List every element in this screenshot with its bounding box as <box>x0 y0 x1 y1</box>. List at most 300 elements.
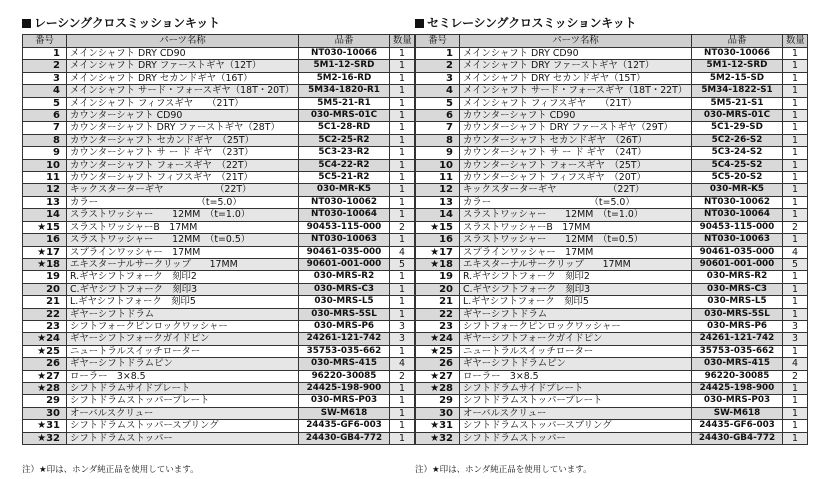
table-row <box>23 209 415 221</box>
part-name: スラストワッシャー 12MM （t=0.5） <box>460 234 692 246</box>
part-name: シフトフォークピンロックワッシャー <box>67 320 299 332</box>
part-number: 5M2-15-SD <box>692 72 783 84</box>
row-number: ★31 <box>23 420 67 432</box>
row-number: 30 <box>23 407 67 419</box>
table-row <box>416 407 808 419</box>
part-name: シフトドラムストッパープレート <box>67 395 299 407</box>
semi-racing-kit-title <box>415 14 807 32</box>
square-bullet-icon <box>22 19 31 28</box>
part-name: L.ギヤシフトフォーク 刻印5 <box>460 296 692 308</box>
table-row <box>416 345 808 357</box>
quantity: 1 <box>390 308 415 320</box>
semi-racing-kit-title-text: セミレーシングクロスミッションキット <box>427 16 637 30</box>
part-name: スラストワッシャーB 17MM <box>67 221 299 233</box>
part-number: 96220-30085 <box>299 370 390 382</box>
row-number: 9 <box>416 147 460 159</box>
quantity: 1 <box>390 407 415 419</box>
part-name: カウンターシャフト サ ー ド ギヤ （23T） <box>67 147 299 159</box>
row-number: ★25 <box>23 345 67 357</box>
table-row <box>416 258 808 270</box>
quantity: 1 <box>783 395 808 407</box>
part-name: ギヤーシフトドラム <box>67 308 299 320</box>
part-name: カウンターシャフト CD90 <box>67 110 299 122</box>
racing-kit-panel <box>22 14 414 445</box>
part-number: 5C4-22-R2 <box>299 159 390 171</box>
row-number: 16 <box>23 234 67 246</box>
row-number: 5 <box>416 97 460 109</box>
part-number: 90601-001-000 <box>692 258 783 270</box>
part-name: カウンターシャフト DRY ファーストギヤ（28T） <box>67 122 299 134</box>
quantity: 3 <box>783 333 808 345</box>
part-name: シフトドラムストッパースプリング <box>67 420 299 432</box>
table-row <box>23 271 415 283</box>
table-row <box>416 333 808 345</box>
part-number: NT030-10066 <box>299 48 390 60</box>
table-row <box>23 296 415 308</box>
part-name: カラー （t=5.0） <box>67 196 299 208</box>
table-row <box>416 320 808 332</box>
part-number: 030-MRS-L5 <box>299 296 390 308</box>
table-row <box>23 283 415 295</box>
part-name: スプラインワッシャー 17MM <box>67 246 299 258</box>
row-number: 30 <box>416 407 460 419</box>
part-name: メインシャフト フィフスギヤ （21T） <box>460 97 692 109</box>
table-row <box>23 432 415 444</box>
row-number: 3 <box>416 72 460 84</box>
table-row <box>416 432 808 444</box>
table-row <box>416 122 808 134</box>
part-number: NT030-10064 <box>299 209 390 221</box>
part-name: キックスターターギヤ （22T） <box>67 184 299 196</box>
row-number: ★18 <box>23 258 67 270</box>
row-number: 13 <box>416 196 460 208</box>
part-number: 5C3-23-R2 <box>299 147 390 159</box>
row-number: 2 <box>416 60 460 72</box>
row-number: 23 <box>416 320 460 332</box>
row-number: 29 <box>23 395 67 407</box>
quantity: 1 <box>783 48 808 60</box>
table-row <box>23 196 415 208</box>
part-number: 5M2-16-RD <box>299 72 390 84</box>
part-number: NT030-10066 <box>692 48 783 60</box>
part-number: 030-MRS-P6 <box>299 320 390 332</box>
part-number: 5C1-29-SD <box>692 122 783 134</box>
part-number: 90601-001-000 <box>299 258 390 270</box>
part-name: R.ギヤシフトフォーク 刻印2 <box>460 271 692 283</box>
part-number: 030-MRS-C3 <box>692 283 783 295</box>
row-number: 22 <box>416 308 460 320</box>
row-number: 19 <box>23 271 67 283</box>
part-name: エキスターナルサークリップ 17MM <box>67 258 299 270</box>
quantity: 1 <box>390 234 415 246</box>
racing-kit-title <box>22 14 414 32</box>
table-row <box>23 48 415 60</box>
part-number: 030-MRS-01C <box>692 110 783 122</box>
table-row <box>416 221 808 233</box>
part-name: シフトドラムストッパープレート <box>460 395 692 407</box>
table-header-row <box>23 35 415 48</box>
row-number: 4 <box>23 85 67 97</box>
row-number: 16 <box>416 234 460 246</box>
quantity: 1 <box>390 97 415 109</box>
part-name: メインシャフト DRY CD90 <box>67 48 299 60</box>
row-number: ★17 <box>23 246 67 258</box>
table-row <box>23 184 415 196</box>
part-number: 030-MR-K5 <box>299 184 390 196</box>
part-name: カウンターシャフト DRY ファーストギヤ（29T） <box>460 122 692 134</box>
part-name: ローラー 3×8.5 <box>460 370 692 382</box>
part-number: 5M34-1820-R1 <box>299 85 390 97</box>
table-row <box>416 308 808 320</box>
table-row <box>23 97 415 109</box>
row-number: ★28 <box>23 382 67 394</box>
part-name: カウンターシャフト フィフスギヤ （20T） <box>460 172 692 184</box>
quantity: 1 <box>390 48 415 60</box>
part-number: NT030-10063 <box>299 234 390 246</box>
table-row <box>416 420 808 432</box>
quantity: 1 <box>783 172 808 184</box>
quantity: 1 <box>390 395 415 407</box>
part-number: 24261-121-742 <box>299 333 390 345</box>
part-name: メインシャフト DRY CD90 <box>460 48 692 60</box>
part-name: メインシャフト DRY ファーストギヤ（12T） <box>460 60 692 72</box>
quantity: 1 <box>390 209 415 221</box>
part-name: ニュートラルスイッチローター <box>460 345 692 357</box>
part-name: ローラー 3×8.5 <box>67 370 299 382</box>
row-number: ★24 <box>23 333 67 345</box>
row-number: ★15 <box>23 221 67 233</box>
table-row <box>416 234 808 246</box>
quantity: 2 <box>783 221 808 233</box>
table-row <box>416 60 808 72</box>
part-name: カウンターシャフト セカンドギヤ （25T） <box>67 134 299 146</box>
quantity: 4 <box>783 358 808 370</box>
quantity: 1 <box>783 97 808 109</box>
row-number: 3 <box>23 72 67 84</box>
row-number: 14 <box>23 209 67 221</box>
row-number: 22 <box>23 308 67 320</box>
quantity: 1 <box>390 296 415 308</box>
table-row <box>23 320 415 332</box>
part-name: メインシャフト サード・フォースギヤ（18T・22T） <box>460 85 692 97</box>
part-name: カウンターシャフト フォースギヤ （22T） <box>67 159 299 171</box>
part-number: 030-MRS-415 <box>299 358 390 370</box>
quantity: 1 <box>783 196 808 208</box>
row-number: 21 <box>416 296 460 308</box>
part-number: 5C5-20-S2 <box>692 172 783 184</box>
quantity: 1 <box>390 283 415 295</box>
part-number: 030-MRS-01C <box>299 110 390 122</box>
row-number: ★32 <box>416 432 460 444</box>
part-number: 90453-115-000 <box>692 221 783 233</box>
row-number: ★15 <box>416 221 460 233</box>
part-number: 24435-GF6-003 <box>299 420 390 432</box>
quantity: 1 <box>783 345 808 357</box>
part-number: 030-MRS-R2 <box>299 271 390 283</box>
quantity: 1 <box>390 172 415 184</box>
quantity: 2 <box>783 370 808 382</box>
row-number: 26 <box>23 358 67 370</box>
quantity: 1 <box>390 432 415 444</box>
semi-racing-kit-table <box>415 34 808 445</box>
part-name: メインシャフト DRY セカンドギヤ（15T） <box>460 72 692 84</box>
row-number: 6 <box>416 110 460 122</box>
quantity: 1 <box>783 382 808 394</box>
part-number: 030-MRS-5SL <box>299 308 390 320</box>
quantity: 1 <box>390 110 415 122</box>
part-number: 030-MRS-C3 <box>299 283 390 295</box>
part-name: スラストワッシャーB 17MM <box>460 221 692 233</box>
header-number: 番号 <box>416 35 460 48</box>
part-name: カウンターシャフト セカンドギヤ （26T） <box>460 134 692 146</box>
part-number: 35753-035-662 <box>299 345 390 357</box>
part-number: 24435-GF6-003 <box>692 420 783 432</box>
part-number: 24261-121-742 <box>692 333 783 345</box>
row-number: 12 <box>23 184 67 196</box>
table-row <box>416 134 808 146</box>
row-number: ★28 <box>416 382 460 394</box>
part-number: 5M5-21-S1 <box>692 97 783 109</box>
quantity: 1 <box>390 122 415 134</box>
table-row <box>23 358 415 370</box>
header-quantity: 数量 <box>390 35 415 48</box>
quantity: 4 <box>783 246 808 258</box>
table-row <box>416 283 808 295</box>
table-row <box>416 246 808 258</box>
table-row <box>416 48 808 60</box>
table-row <box>23 147 415 159</box>
quantity: 1 <box>390 382 415 394</box>
header-part-name: パーツ名称 <box>460 35 692 48</box>
part-number: 030-MR-K5 <box>692 184 783 196</box>
table-row <box>416 159 808 171</box>
part-number: 030-MRS-P03 <box>692 395 783 407</box>
table-row <box>23 407 415 419</box>
header-number: 番号 <box>23 35 67 48</box>
header-part-name: パーツ名称 <box>67 35 299 48</box>
row-number: 7 <box>416 122 460 134</box>
part-name: カラー （t=5.0） <box>460 196 692 208</box>
part-number: SW-M618 <box>299 407 390 419</box>
part-number: 90461-035-000 <box>692 246 783 258</box>
quantity: 1 <box>783 122 808 134</box>
quantity: 1 <box>783 60 808 72</box>
part-number: NT030-10063 <box>692 234 783 246</box>
row-number: 20 <box>23 283 67 295</box>
table-row <box>416 196 808 208</box>
row-number: 1 <box>416 48 460 60</box>
quantity: 3 <box>390 333 415 345</box>
quantity: 1 <box>390 184 415 196</box>
part-number: 24425-198-900 <box>692 382 783 394</box>
row-number: 21 <box>23 296 67 308</box>
row-number: 4 <box>416 85 460 97</box>
row-number: ★24 <box>416 333 460 345</box>
quantity: 1 <box>390 271 415 283</box>
header-part-number: 品番 <box>299 35 390 48</box>
table-row <box>23 60 415 72</box>
part-name: シフトフォークピンロックワッシャー <box>460 320 692 332</box>
footnote-right: 注）★印は、ホンダ純正品を使用しています。 <box>415 465 592 475</box>
quantity: 2 <box>390 221 415 233</box>
table-row <box>23 345 415 357</box>
quantity: 1 <box>783 407 808 419</box>
quantity: 1 <box>783 234 808 246</box>
row-number: 1 <box>23 48 67 60</box>
quantity: 1 <box>390 345 415 357</box>
quantity: 1 <box>783 72 808 84</box>
table-row <box>416 395 808 407</box>
table-row <box>416 110 808 122</box>
part-number: 030-MRS-P03 <box>299 395 390 407</box>
table-row <box>416 147 808 159</box>
part-number: 5C1-28-RD <box>299 122 390 134</box>
row-number: ★31 <box>416 420 460 432</box>
table-row <box>23 221 415 233</box>
table-row <box>416 85 808 97</box>
header-quantity: 数量 <box>783 35 808 48</box>
part-number: 030-MRS-P6 <box>692 320 783 332</box>
quantity: 1 <box>783 420 808 432</box>
quantity: 1 <box>390 420 415 432</box>
square-bullet-icon <box>415 19 424 28</box>
quantity: 1 <box>390 85 415 97</box>
part-name: カウンターシャフト サ ー ド ギヤ （24T） <box>460 147 692 159</box>
part-number: 5M5-21-R1 <box>299 97 390 109</box>
part-name: ギヤーシフトドラムピン <box>460 358 692 370</box>
table-header-row <box>416 35 808 48</box>
quantity: 1 <box>783 85 808 97</box>
row-number: 8 <box>416 134 460 146</box>
quantity: 1 <box>390 196 415 208</box>
quantity: 3 <box>390 320 415 332</box>
table-row <box>23 85 415 97</box>
table-row <box>23 159 415 171</box>
part-number: 5M1-12-SRD <box>299 60 390 72</box>
quantity: 4 <box>390 246 415 258</box>
table-row <box>416 370 808 382</box>
quantity: 1 <box>783 308 808 320</box>
quantity: 1 <box>783 159 808 171</box>
part-name: スラストワッシャー 12MM （t=0.5） <box>67 234 299 246</box>
part-number: 5M34-1822-S1 <box>692 85 783 97</box>
part-name: カウンターシャフト CD90 <box>460 110 692 122</box>
part-name: ギヤーシフトドラム <box>460 308 692 320</box>
quantity: 1 <box>783 432 808 444</box>
quantity: 1 <box>783 271 808 283</box>
table-row <box>23 258 415 270</box>
part-number: 96220-30085 <box>692 370 783 382</box>
table-row <box>416 209 808 221</box>
part-name: ニュートラルスイッチローター <box>67 345 299 357</box>
quantity: 4 <box>390 358 415 370</box>
part-name: R.ギヤシフトフォーク 刻印2 <box>67 271 299 283</box>
table-row <box>23 308 415 320</box>
part-name: ギヤーシフトフォークガイドピン <box>460 333 692 345</box>
row-number: 26 <box>416 358 460 370</box>
table-row <box>416 72 808 84</box>
part-name: メインシャフト DRY ファーストギヤ（12T） <box>67 60 299 72</box>
table-row <box>23 134 415 146</box>
quantity: 1 <box>390 159 415 171</box>
table-row <box>23 72 415 84</box>
part-number: 030-MRS-415 <box>692 358 783 370</box>
semi-racing-kit-panel <box>415 14 807 445</box>
table-row <box>416 172 808 184</box>
quantity: 1 <box>390 60 415 72</box>
part-name: C.ギヤシフトフォーク 刻印3 <box>460 283 692 295</box>
part-name: メインシャフト サード・フォースギヤ（18T・20T） <box>67 85 299 97</box>
table-row <box>23 370 415 382</box>
table-row <box>23 122 415 134</box>
quantity: 1 <box>783 296 808 308</box>
footnote-left: 注）★印は、ホンダ純正品を使用しています。 <box>22 465 199 475</box>
part-name: カウンターシャフト フォースギヤ （25T） <box>460 159 692 171</box>
part-number: 030-MRS-5SL <box>692 308 783 320</box>
part-number: 24430-GB4-772 <box>692 432 783 444</box>
table-row <box>416 296 808 308</box>
row-number: 8 <box>23 134 67 146</box>
quantity: 1 <box>783 283 808 295</box>
row-number: 11 <box>416 172 460 184</box>
part-name: スラストワッシャー 12MM （t=1.0） <box>67 209 299 221</box>
part-name: シフトドラムサイドプレート <box>67 382 299 394</box>
quantity: 1 <box>390 134 415 146</box>
row-number: 20 <box>416 283 460 295</box>
row-number: 10 <box>416 159 460 171</box>
part-name: シフトドラムサイドプレート <box>460 382 692 394</box>
part-number: 5C2-26-S2 <box>692 134 783 146</box>
part-number: 90453-115-000 <box>299 221 390 233</box>
part-name: スラストワッシャー 12MM （t=1.0） <box>460 209 692 221</box>
row-number: 10 <box>23 159 67 171</box>
quantity: 1 <box>783 209 808 221</box>
quantity: 2 <box>390 370 415 382</box>
row-number: 19 <box>416 271 460 283</box>
part-name: スプラインワッシャー 17MM <box>460 246 692 258</box>
quantity: 1 <box>390 147 415 159</box>
row-number: 2 <box>23 60 67 72</box>
header-part-number: 品番 <box>692 35 783 48</box>
part-number: 030-MRS-L5 <box>692 296 783 308</box>
part-number: NT030-10062 <box>692 196 783 208</box>
table-row <box>416 358 808 370</box>
row-number: ★27 <box>23 370 67 382</box>
row-number: 23 <box>23 320 67 332</box>
part-number: NT030-10062 <box>299 196 390 208</box>
part-number: 35753-035-662 <box>692 345 783 357</box>
part-name: エキスターナルサークリップ 17MM <box>460 258 692 270</box>
row-number: ★18 <box>416 258 460 270</box>
row-number: 6 <box>23 110 67 122</box>
part-name: カウンターシャフト フィフスギヤ （21T） <box>67 172 299 184</box>
part-name: ギヤーシフトドラムピン <box>67 358 299 370</box>
part-number: NT030-10064 <box>692 209 783 221</box>
part-number: 24425-198-900 <box>299 382 390 394</box>
row-number: ★17 <box>416 246 460 258</box>
part-name: シフトドラムストッパー <box>67 432 299 444</box>
quantity: 1 <box>783 147 808 159</box>
row-number: 11 <box>23 172 67 184</box>
part-number: 030-MRS-R2 <box>692 271 783 283</box>
quantity: 5 <box>390 258 415 270</box>
row-number: ★25 <box>416 345 460 357</box>
part-number: 24430-GB4-772 <box>299 432 390 444</box>
row-number: ★32 <box>23 432 67 444</box>
part-name: メインシャフト フィフスギヤ （21T） <box>67 97 299 109</box>
part-number: 5C4-25-S2 <box>692 159 783 171</box>
part-name: キックスターターギヤ （22T） <box>460 184 692 196</box>
